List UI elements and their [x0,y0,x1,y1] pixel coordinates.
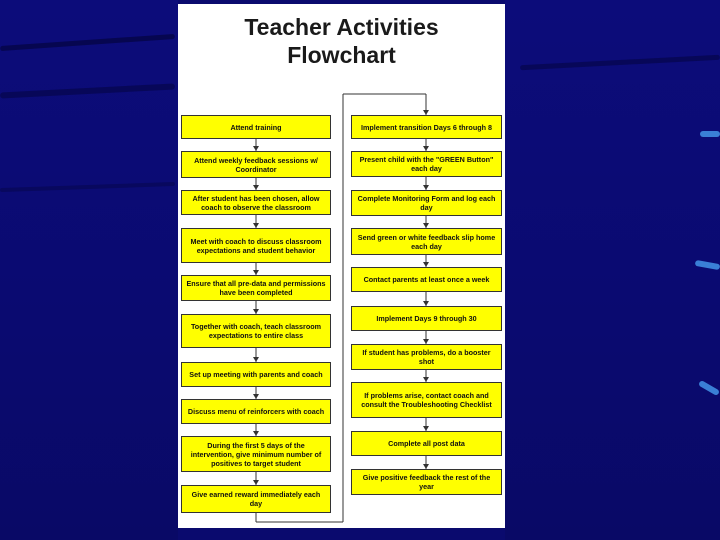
left-step-8: Discuss menu of reinforcers with coach [181,399,331,424]
background-left [0,0,178,540]
decor-streak [700,131,720,137]
left-step-3: After student has been chosen, allow coach to observe the classroom [181,190,331,215]
left-step-6: Together with coach, teach classroom expectations to entire class [181,314,331,348]
chart-title-line1: Teacher Activities [244,14,439,40]
right-step-4: Send green or white feedback slip home each day [351,228,502,255]
right-step-5: Contact parents at least once a week [351,267,502,292]
left-step-7: Set up meeting with parents and coach [181,362,331,387]
left-step-2: Attend weekly feedback sessions w/ Coordinator [181,151,331,178]
flowchart-panel [178,4,505,528]
left-step-4: Meet with coach to discuss classroom expectations and student behavior [181,228,331,263]
left-step-1: Attend training [181,115,331,139]
right-step-7: If student has problems, do a booster shot [351,344,502,370]
chart-title-line2: Flowchart [287,42,396,68]
right-step-3: Complete Monitoring Form and log each day [351,190,502,216]
background-right [505,0,720,540]
right-step-1: Implement transition Days 6 through 8 [351,115,502,139]
right-step-6: Implement Days 9 through 30 [351,306,502,331]
left-step-10: Give earned reward immediately each day [181,485,331,513]
right-step-9: Complete all post data [351,431,502,456]
left-step-5: Ensure that all pre-data and permissions have been completed [181,275,331,301]
right-step-10: Give positive feedback the rest of the year [351,469,502,495]
left-step-9: During the first 5 days of the intervention, give minimum number of positives to target student [181,436,331,472]
right-step-8: If problems arise, contact coach and consult the Troubleshooting Checklist [351,382,502,418]
right-step-2: Present child with the "GREEN Button" each day [351,151,502,177]
